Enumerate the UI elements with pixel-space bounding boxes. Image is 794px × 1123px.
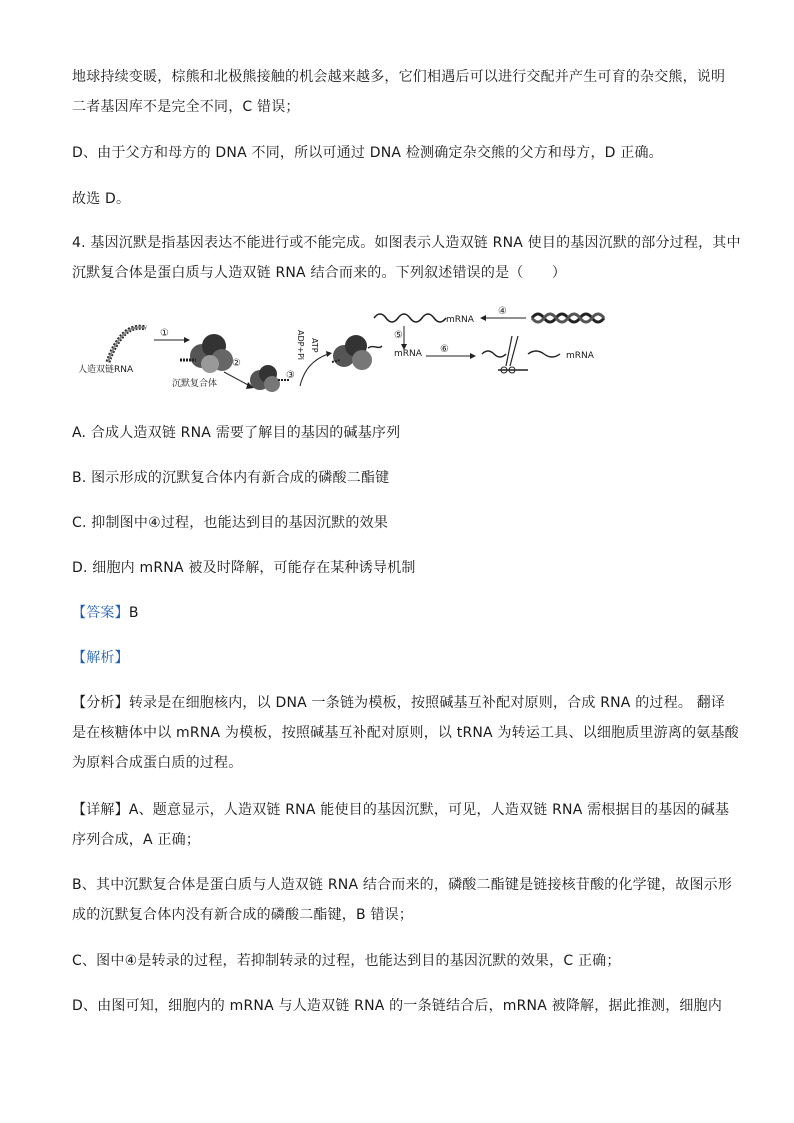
label-mrna-right: mRNA [566,351,594,361]
option-a: A. 合成人造双链 RNA 需要了解目的基因的碱基序列 [72,425,401,441]
label-artificial-dsrna: 人造双链RNA [78,365,134,375]
fenxi-tag: 【分析】 [72,695,129,711]
analysis-heading [72,645,724,671]
mrna-strand-top [374,314,446,322]
step-5-label: ⑤ [394,330,403,341]
label-mrna-middle: mRNA [394,349,422,359]
xiangjie-line-d: D、由图可知，细胞内的 mRNA 与人造双链 RNA 的一条链结合后，mRNA 被降解，据此推测，细胞内 [72,998,723,1014]
arrow-step-2 [224,372,250,386]
option-b: B. 图示形成的沉默复合体内有新合成的磷酸二酯键 [72,470,390,486]
question-stem-line-1: 4. 基因沉默是指基因表达不能进行或不能完成。如图表示人造双链 RNA 使目的基因沉默的部分过程，其中 [72,235,741,251]
mrna-degradation-figure [482,336,560,373]
fenxi-line-2: 是在核糖体中以 mRNA 为模板，按照碱基互补配对原则，以 tRNA 为转运工具、以细胞质里游离的氨基酸 [72,725,739,741]
dna-double-helix-figure [532,314,604,322]
intro-line-2: 二者基因库不是完全不同，C 错误； [72,99,300,115]
xiangjie-line-a1 [72,797,730,823]
analysis-tag: 【解析】 [72,650,129,666]
answer-value: B [128,605,139,621]
xiangjie-a-text-1: A、题意显示，人造双链 RNA 能使目的基因沉默，可见，人造双链 RNA 需根据目的基因的碱基 [128,802,730,818]
intro-conclusion: 故选 D。 [72,191,131,207]
silencing-complex-figure-3 [332,335,382,370]
answer-line [72,600,724,626]
gene-silencing-diagram [72,300,632,410]
step-6-label: ⑥ [440,344,449,355]
label-adp-pi: ADP+Pi [296,330,305,361]
label-mrna-top: mRNA [446,315,474,325]
step-3-label: ③ [286,370,295,381]
xiangjie-line-b2: 成的沉默复合体内没有新合成的磷酸二酯键，B 错误； [72,907,414,923]
fenxi-line-1 [72,690,724,716]
fenxi-text-1: 转录是在细胞核内，以 DNA 一条链为模板，按照碱基互补配对原则，合成 RNA 的过程。 翻译 [128,695,726,711]
question-stem-line-2: 沉默复合体是蛋白质与人造双链 RNA 结合而来的。下列叙述错误的是（ ） [72,265,567,281]
xiangjie-line-c: C、图中④是转录的过程，若抑制转录的过程，也能达到目的基因沉默的效果，C 正确； [72,953,621,969]
silencing-complex-figure-2 [250,365,290,392]
answer-tag: 【答案】 [72,605,129,621]
label-silencing-complex: 沉默复合体 [172,379,218,389]
intro-line-1: 地球持续变暖，棕熊和北极熊接触的机会越来越多，它们相遇后可以进行交配并产生可育的杂交熊，说明 [72,69,726,85]
xiangjie-line-b1: B、其中沉默复合体是蛋白质与人造双链 RNA 结合而来的，磷酸二酯键是链接核苷酸的化学键，故图示形 [72,877,733,893]
step-4-label: ④ [498,306,507,317]
double-stranded-rna-figure [108,327,146,362]
fenxi-line-3: 为原料合成蛋白质的过程。 [72,755,243,771]
intro-option-d: D、由于父方和母方的 DNA 不同，所以可通过 DNA 检测确定杂交熊的父方和母方，D 正确。 [72,145,663,161]
xiangjie-line-a2: 序列合成，A 正确； [72,832,201,848]
step-1-label: ① [160,328,169,339]
xiangjie-tag: 【详解】 [72,802,129,818]
step-2-label: ② [232,358,241,369]
label-atp: ATP [310,338,319,353]
option-c: C. 抑制图中④过程，也能达到目的基因沉默的效果 [72,515,389,531]
option-d: D. 细胞内 mRNA 被及时降解，可能存在某种诱导机制 [72,560,416,576]
